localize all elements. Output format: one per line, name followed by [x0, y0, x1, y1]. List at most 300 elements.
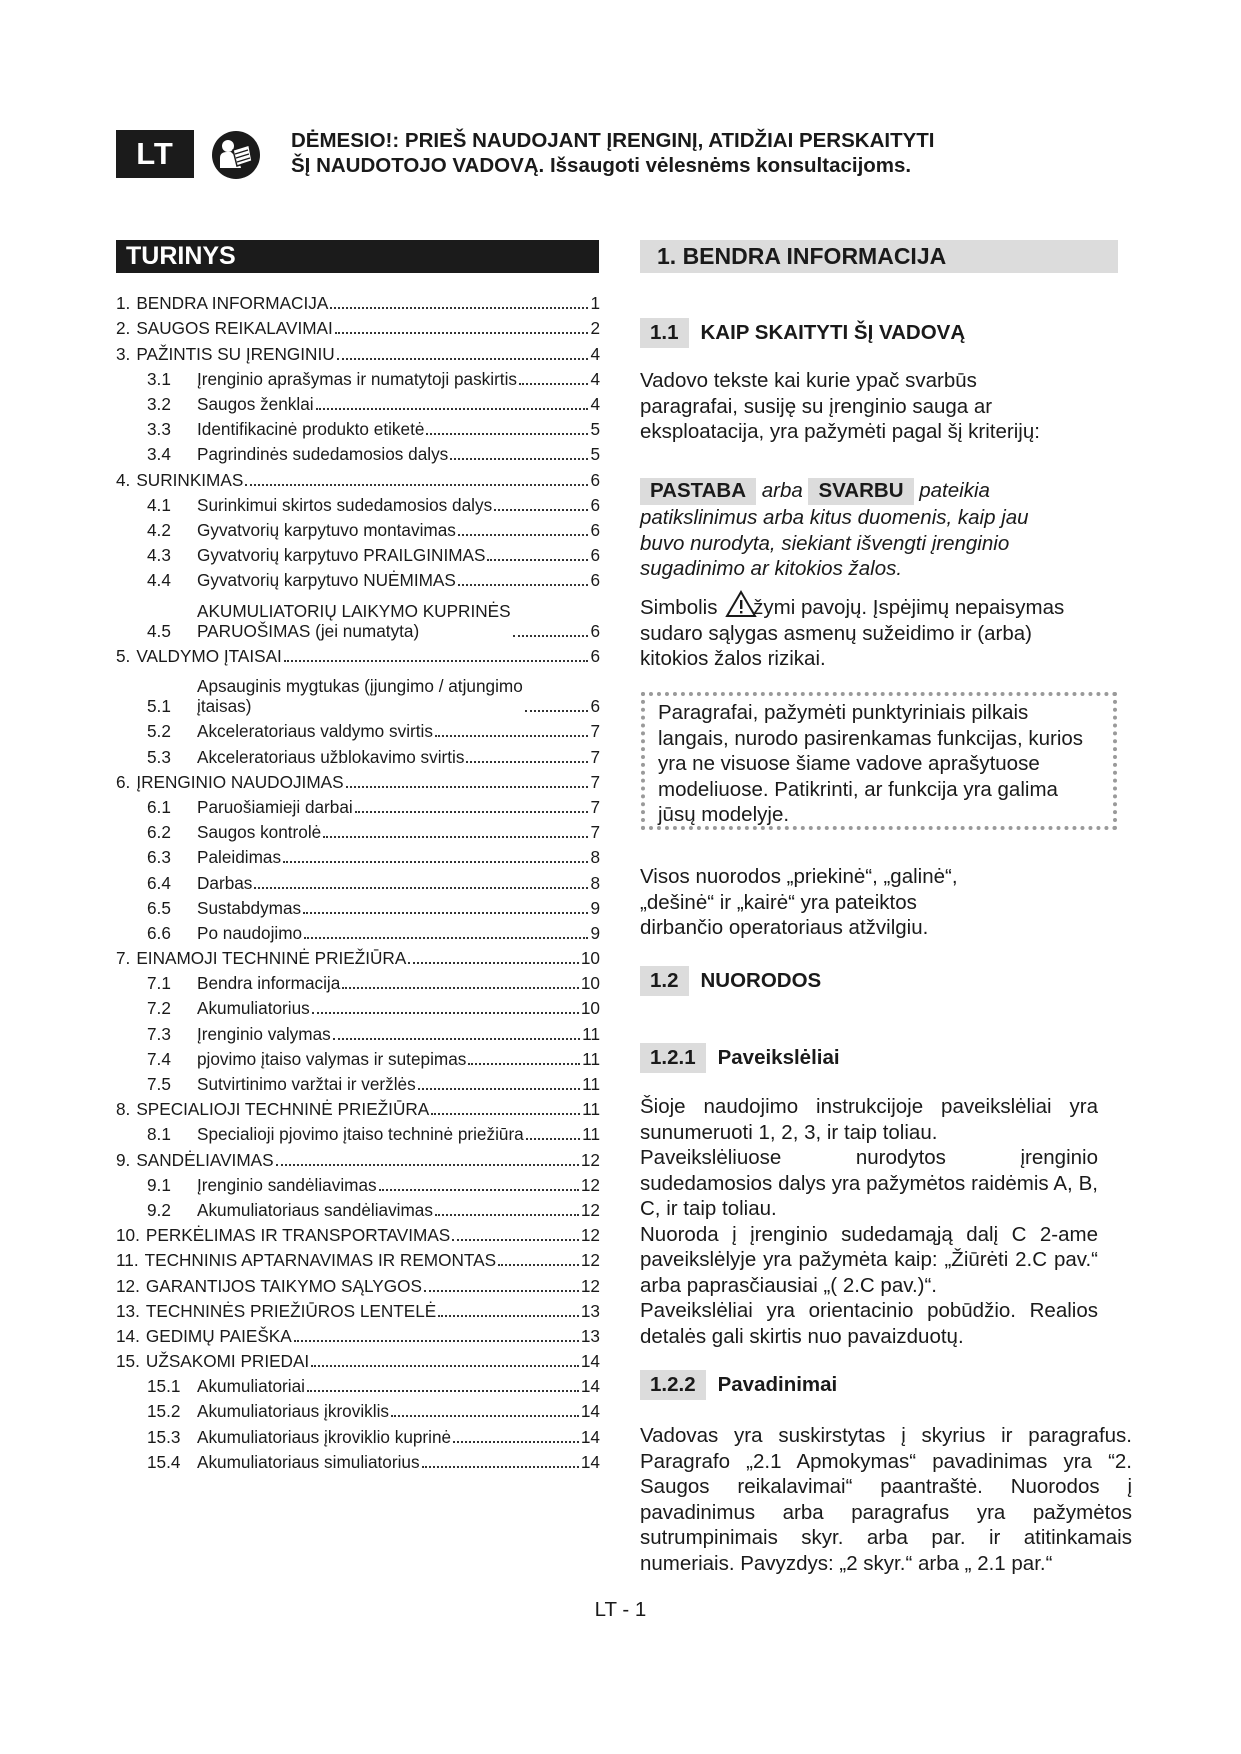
toc-leader-dots — [435, 1214, 579, 1216]
toc-entry-title — [197, 1427, 451, 1447]
subsection-number: 1.1 — [640, 318, 689, 348]
toc-entry-title — [197, 873, 252, 893]
toc-entry-title-text: BENDRA INFORMACIJA — [136, 293, 329, 314]
toc-entry[interactable] — [116, 893, 600, 918]
toc-entry-title-text: Gyvatvorių karpytuvo PRAILGINIMAS — [197, 545, 486, 566]
toc-entry-title-text: SANDĖLIAVIMAS — [136, 1149, 274, 1170]
toc-entry-number: 4.5 — [147, 620, 171, 641]
toc-entry-title — [197, 1175, 377, 1195]
toc-entry-title — [136, 1099, 429, 1119]
toc-leader-dots — [335, 332, 589, 334]
toc-entry-title-line1: Apsauginis mygtukas (įjungimo / atjungimo — [197, 676, 523, 697]
toc-entry-title-text: Akumuliatoriaus įkroviklio kuprinė — [197, 1426, 452, 1447]
toc-leader-dots — [311, 1365, 579, 1367]
toc-entry-title — [197, 369, 517, 389]
toc-entry-title — [197, 570, 456, 590]
toc-entry-number: 5.1 — [147, 696, 171, 717]
subsection-heading-1-2 — [640, 966, 821, 996]
toc-entry-number: 4.1 — [147, 494, 171, 515]
toc-entry-title — [197, 721, 433, 741]
toc-entry-title-text: pjovimo įtaiso valymas ir sutepimas — [197, 1048, 467, 1069]
toc-leader-dots — [245, 484, 588, 486]
safety-notice — [291, 128, 1091, 178]
toc-entry[interactable] — [116, 666, 600, 716]
toc-entry-page: 12 — [580, 1199, 600, 1220]
toc-entry-number: 6.4 — [147, 872, 171, 893]
toc-entry-page: 4 — [590, 393, 600, 414]
toc-entry-page: 7 — [590, 746, 600, 767]
toc-entry-title-text: įtaisas) — [197, 696, 252, 717]
toc-entry-page: 6 — [590, 469, 600, 490]
subsection-number: 1.2.1 — [640, 1043, 706, 1073]
toc-entry-number: 4. — [116, 469, 131, 490]
subsection-title: NUORODOS — [700, 969, 822, 992]
toc-entry-title — [136, 318, 332, 338]
toc-entry-title-text: Specialioji pjovimo įtaiso techninė priežiūra — [197, 1124, 524, 1145]
toc-entry[interactable] — [116, 1371, 600, 1396]
toc-entry-title — [136, 1150, 273, 1170]
subsection-number: 1.2 — [640, 966, 689, 996]
toc-entry[interactable] — [116, 1018, 600, 1043]
toc-leader-dots — [337, 358, 589, 360]
toc-entry-page: 6 — [590, 545, 600, 566]
toc-entry[interactable] — [116, 1195, 600, 1220]
toc-entry-title-text: Paleidimas — [197, 847, 282, 868]
toc-entry[interactable] — [116, 515, 600, 540]
toc-entry-number: 8.1 — [147, 1124, 171, 1145]
toc-entry-page: 6 — [590, 494, 600, 515]
toc-leader-dots — [513, 635, 589, 637]
toc-entry-page: 8 — [590, 872, 600, 893]
toc-entry-title — [197, 601, 511, 641]
toc-leader-dots — [355, 811, 589, 813]
toc-entry[interactable] — [116, 1044, 600, 1069]
paragraph-figures — [640, 1094, 1098, 1349]
toc-entry[interactable] — [116, 540, 600, 565]
toc-entry-number: 9.2 — [147, 1199, 171, 1220]
toc-entry-title-text: Įrenginio valymas — [197, 1023, 331, 1044]
toc-entry-number: 6.5 — [147, 897, 171, 918]
toc-entry-number: 3. — [116, 343, 131, 364]
toc-entry-number: 5.3 — [147, 746, 171, 767]
toc-entry-title-text: Sutvirtinimo varžtai ir veržlės — [197, 1074, 416, 1095]
toc-entry-title-text: UŽSAKOMI PRIEDAI — [145, 1351, 310, 1372]
toc-entry-title — [197, 998, 310, 1018]
toc-entry-title — [146, 1351, 309, 1371]
toc-entry-number: 4.2 — [147, 519, 171, 540]
toc-entry[interactable] — [116, 364, 600, 389]
toc-entry[interactable] — [116, 288, 600, 313]
subsection-number: 1.2.2 — [640, 1370, 706, 1400]
toc-leader-dots — [453, 1441, 579, 1443]
notice-line-1: DĖMESIO!: PRIEŠ NAUDOJANT ĮRENGINĮ, ATIDŽIAI PERSKAITYTI — [291, 129, 935, 152]
toc-entry-title — [136, 470, 243, 490]
toc-entry[interactable] — [116, 1170, 600, 1195]
toc-entry[interactable] — [116, 464, 600, 489]
toc-entry-page: 11 — [582, 1124, 600, 1145]
toc-entry-number: 1. — [116, 293, 131, 314]
table-of-contents — [116, 288, 600, 1472]
toc-leader-dots — [307, 1390, 579, 1392]
toc-entry-number: 3.3 — [147, 419, 171, 440]
toc-entry-number: 4.4 — [147, 570, 171, 591]
toc-entry-title-text: SURINKIMAS — [136, 469, 244, 490]
toc-entry[interactable] — [116, 993, 600, 1018]
toc-entry[interactable] — [116, 1144, 600, 1169]
toc-entry[interactable] — [116, 590, 600, 640]
optional-features-text: Paragrafai, pažymėti punktyriniais pilkais langais, nurodo pasirenkamas funkcijas, kurios yra ne visuose šiame vadove aprašytuose modeliuose. Patikrinti, ar funkcija yra galima jūsų modelyje. — [658, 701, 1084, 826]
toc-entry-number: 7. — [116, 948, 131, 969]
toc-entry[interactable] — [116, 1094, 600, 1119]
toc-entry-title-text: SAUGOS REIKALAVIMAI — [136, 318, 333, 339]
toc-entry-title-text: PARUOŠIMAS (jei numatyta) — [197, 620, 420, 641]
page-number: LT - 1 — [594, 1598, 647, 1621]
toc-entry[interactable] — [116, 1119, 600, 1144]
toc-leader-dots — [391, 1415, 579, 1417]
toc-entry-page: 14 — [580, 1376, 600, 1397]
toc-entry-number: 15. — [116, 1351, 140, 1372]
toc-entry[interactable] — [116, 1321, 600, 1346]
toc-entry-title — [197, 1200, 433, 1220]
toc-heading: TURINYS — [116, 240, 599, 273]
toc-entry-title — [197, 797, 353, 817]
toc-entry-title — [145, 1250, 496, 1270]
toc-entry-page: 6 — [590, 620, 600, 641]
toc-entry-title-text: Saugos kontrolė — [197, 822, 322, 843]
toc-entry-page: 10 — [580, 998, 600, 1019]
toc-entry[interactable] — [116, 968, 600, 993]
toc-leader-dots — [330, 307, 588, 309]
toc-entry-page: 13 — [580, 1300, 600, 1321]
toc-entry-page: 14 — [580, 1351, 600, 1372]
toc-entry-title — [136, 772, 343, 792]
toc-entry-title — [197, 495, 492, 515]
toc-leader-dots — [254, 887, 588, 889]
toc-entry-title-text: Akumuliatoriaus sandėliavimas — [197, 1199, 433, 1220]
toc-entry-number: 5.2 — [147, 721, 171, 742]
toc-entry-number: 9. — [116, 1149, 131, 1170]
toc-entry-title-text: Identifikacinė produkto etiketė — [197, 419, 425, 440]
tag-svarbu: SVARBU — [808, 478, 913, 505]
toc-entry-title-text: Sustabdymas — [197, 897, 302, 918]
toc-entry-page: 12 — [580, 1250, 600, 1271]
toc-entry-title — [197, 676, 523, 716]
toc-entry-title — [197, 444, 448, 464]
paragraph-criteria: Vadovo tekste kai kurie ypač svarbūs paragrafai, susiję su įrenginio sauga ar eksploatacija, yra pažymėti pagal šį kriterijų: — [640, 369, 1040, 443]
toc-entry-page: 12 — [580, 1275, 600, 1296]
toc-entry-title — [197, 1074, 416, 1094]
notice-line-2: ŠĮ NAUDOTOJO VADOVĄ. Išsaugoti vėlesnėms konsultacijoms. — [291, 154, 912, 177]
paragraph-note-important — [640, 478, 1060, 582]
toc-leader-dots — [408, 962, 579, 964]
toc-entry-page: 11 — [582, 1074, 600, 1095]
toc-leader-dots — [316, 408, 589, 410]
toc-entry[interactable] — [116, 1245, 600, 1270]
toc-entry-page: 11 — [582, 1099, 600, 1120]
toc-leader-dots — [458, 584, 589, 586]
toc-entry[interactable] — [116, 1069, 600, 1094]
toc-entry-title-text: PERKĖLIMAS IR TRANSPORTAVIMAS — [145, 1225, 451, 1246]
toc-entry-number: 6.6 — [147, 922, 171, 943]
toc-entry-title — [197, 419, 424, 439]
toc-entry[interactable] — [116, 741, 600, 766]
toc-entry[interactable] — [116, 1396, 600, 1421]
toc-entry-title — [197, 898, 301, 918]
toc-entry[interactable] — [116, 1346, 600, 1371]
toc-entry[interactable] — [116, 565, 600, 590]
toc-entry-number: 3.1 — [147, 368, 171, 389]
toc-entry[interactable] — [116, 792, 600, 817]
toc-leader-dots — [494, 509, 588, 511]
toc-leader-dots — [418, 1088, 580, 1090]
paragraph-symbol — [640, 590, 1080, 672]
section-heading: 1. BENDRA INFORMACIJA — [640, 240, 1118, 273]
toc-entry-title-text: Gyvatvorių karpytuvo montavimas — [197, 519, 456, 540]
word-arba: arba — [761, 479, 803, 502]
toc-entry-number: 9.1 — [147, 1174, 171, 1195]
toc-entry-title-text: Akumuliatorius — [197, 998, 310, 1019]
toc-entry-number: 7.1 — [147, 973, 171, 994]
toc-entry[interactable] — [116, 1447, 600, 1472]
toc-entry-number: 15.4 — [147, 1451, 181, 1472]
subsection-heading-1-2-2 — [640, 1370, 837, 1400]
toc-leader-dots — [333, 1038, 580, 1040]
toc-entry-page: 7 — [590, 796, 600, 817]
toc-entry-number: 5. — [116, 645, 131, 666]
toc-leader-dots — [426, 433, 588, 435]
toc-leader-dots — [498, 1264, 579, 1266]
toc-entry-number: 7.4 — [147, 1048, 171, 1069]
toc-entry[interactable] — [116, 1296, 600, 1321]
toc-entry-title-text: Įrenginio sandėliavimas — [197, 1174, 377, 1195]
toc-leader-dots — [431, 1113, 580, 1115]
toc-entry-page: 11 — [582, 1048, 600, 1069]
toc-entry-number: 15.2 — [147, 1401, 181, 1422]
toc-leader-dots — [468, 1063, 580, 1065]
toc-entry[interactable] — [116, 1270, 600, 1295]
toc-entry-title-text: Po naudojimo — [197, 922, 303, 943]
toc-entry-number: 6.2 — [147, 822, 171, 843]
toc-entry-title — [197, 1049, 466, 1069]
toc-entry-title — [197, 1376, 305, 1396]
toc-entry[interactable] — [116, 414, 600, 439]
toc-entry-page: 8 — [590, 847, 600, 868]
toc-entry-page: 7 — [590, 822, 600, 843]
toc-entry-title-text: Paruošiamieji darbai — [197, 796, 353, 817]
toc-leader-dots — [304, 937, 588, 939]
toc-entry-number: 15.3 — [147, 1426, 181, 1447]
toc-entry-title-text: Gyvatvorių karpytuvo NUĖMIMAS — [197, 570, 456, 591]
toc-entry-title-text: ĮRENGINIO NAUDOJIMAS — [136, 771, 344, 792]
toc-entry-title-text: Darbas — [197, 872, 253, 893]
toc-leader-dots — [303, 912, 588, 914]
toc-entry-number: 10. — [116, 1225, 140, 1246]
toc-entry-title — [197, 973, 340, 993]
toc-entry[interactable] — [116, 817, 600, 842]
toc-leader-dots — [276, 1164, 579, 1166]
toc-entry-number: 6. — [116, 771, 131, 792]
toc-leader-dots — [424, 1290, 579, 1292]
toc-entry-page: 5 — [590, 444, 600, 465]
toc-entry-title — [146, 1326, 292, 1346]
toc-entry-title — [197, 1024, 331, 1044]
toc-entry-page: 13 — [580, 1325, 600, 1346]
toc-entry[interactable] — [116, 490, 600, 515]
toc-leader-dots — [283, 861, 588, 863]
toc-entry[interactable] — [116, 716, 600, 741]
toc-entry-page: 12 — [580, 1149, 600, 1170]
toc-entry-page: 9 — [590, 922, 600, 943]
toc-entry-title-text: Akceleratoriaus užblokavimo svirtis — [197, 746, 465, 767]
toc-leader-dots — [519, 383, 588, 385]
toc-entry-title — [136, 344, 334, 364]
toc-entry[interactable] — [116, 918, 600, 943]
toc-entry-number: 13. — [116, 1300, 140, 1321]
toc-entry[interactable] — [116, 641, 600, 666]
toc-entry-title-text: GEDIMŲ PAIEŠKA — [145, 1325, 292, 1346]
toc-entry-title-text: Surinkimui skirtos sudedamosios dalys — [197, 494, 493, 515]
toc-entry-number: 15.1 — [147, 1376, 181, 1397]
read-manual-icon — [211, 130, 261, 180]
toc-entry-page: 14 — [580, 1451, 600, 1472]
toc-entry-title — [136, 293, 328, 313]
toc-entry-number: 3.4 — [147, 444, 171, 465]
toc-entry-number: 12. — [116, 1275, 140, 1296]
toc-entry-title-text: Įrenginio aprašymas ir numatytoji paskirtis — [197, 368, 517, 389]
toc-entry-title — [197, 394, 314, 414]
toc-leader-dots — [312, 1012, 579, 1014]
toc-entry-page: 1 — [590, 293, 600, 314]
toc-leader-dots — [458, 534, 589, 536]
subsection-heading-1-2-1 — [640, 1043, 840, 1073]
toc-leader-dots — [452, 1239, 579, 1241]
toc-entry-title — [197, 923, 302, 943]
toc-entry[interactable] — [116, 767, 600, 792]
toc-entry[interactable] — [116, 313, 600, 338]
toc-entry-page: 14 — [580, 1401, 600, 1422]
toc-leader-dots — [466, 761, 588, 763]
toc-entry-page: 6 — [590, 519, 600, 540]
toc-leader-dots — [525, 710, 589, 712]
toc-entry-title-text: Saugos ženklai — [197, 393, 314, 414]
toc-leader-dots — [422, 1466, 579, 1468]
toc-entry-title-text: Akceleratoriaus valdymo svirtis — [197, 721, 433, 742]
toc-entry-number: 6.1 — [147, 796, 171, 817]
subsection-title: KAIP SKAITYTI ŠĮ VADOVĄ — [700, 321, 966, 344]
toc-entry-title — [197, 847, 281, 867]
toc-entry[interactable] — [116, 389, 600, 414]
toc-entry-page: 6 — [590, 570, 600, 591]
toc-entry-title-text: Akumuliatoriaus simuliatorius — [197, 1451, 420, 1472]
tag-pastaba: PASTABA — [640, 478, 756, 505]
toc-entry-page: 7 — [590, 721, 600, 742]
toc-leader-dots — [435, 735, 589, 737]
toc-entry-number: 11. — [116, 1250, 139, 1271]
toc-entry[interactable] — [116, 943, 600, 968]
toc-entry[interactable] — [116, 439, 600, 464]
toc-entry-title — [197, 520, 456, 540]
toc-leader-dots — [323, 836, 588, 838]
paragraph-titles: Vadovas yra suskirstytas į skyrius ir paragrafus. Paragrafo „2.1 Apmokymas“ pavadinimas yra “2. Saugos reikalavimai“ paantraštė. Nuorodos į pavadinimus arba paragrafus yra pažymėtos sutrumpinimais skyr. arba par. ir atitinkamais numeriais. Pavyzdys: „2 skyr.“ arba „ 2.1 par.“ — [640, 1424, 1132, 1575]
toc-entry-title-text: Akumuliatoriaus įkroviklis — [197, 1401, 389, 1422]
toc-leader-dots — [438, 1315, 579, 1317]
toc-entry-number: 7.5 — [147, 1074, 171, 1095]
toc-entry[interactable] — [116, 1421, 600, 1446]
toc-entry-title-text: SPECIALIOJI TECHNINĖ PRIEŽIŪRA — [136, 1099, 430, 1120]
toc-entry-title-text: Akumuliatoriai — [197, 1376, 305, 1397]
toc-entry[interactable] — [116, 842, 600, 867]
toc-entry-page: 9 — [590, 897, 600, 918]
paragraph-directions: Visos nuorodos „priekinė“, „galinė“, „dešinė“ ir „kairė“ yra pateiktos dirbančio operatoriaus atžvilgiu. — [640, 865, 958, 939]
toc-entry-title-text: Pagrindinės sudedamosios dalys — [197, 444, 449, 465]
toc-entry-title-text: TECHNINIS APTARNAVIMAS IR REMONTAS — [144, 1250, 497, 1271]
toc-entry-number: 3.2 — [147, 393, 171, 414]
toc-entry[interactable] — [116, 1220, 600, 1245]
toc-leader-dots — [450, 458, 588, 460]
toc-entry-title-line1: AKUMULIATORIŲ LAIKYMO KUPRINĖS — [197, 600, 511, 621]
figures-numbering: Šioje naudojimo instrukcijoje paveikslėliai yra sunumeruoti 1, 2, 3, ir taip toliau. — [640, 1095, 1098, 1144]
toc-entry-title — [146, 1276, 422, 1296]
toc-entry-title-text: PAŽINTIS SU ĮRENGINIU — [136, 343, 335, 364]
toc-entry-page: 10 — [580, 948, 600, 969]
toc-entry-page: 5 — [590, 419, 600, 440]
toc-entry-title — [197, 747, 464, 767]
toc-entry-number: 14. — [116, 1325, 140, 1346]
toc-entry-title — [197, 545, 485, 565]
toc-entry-title-text: GARANTIJOS TAIKYMO SĄLYGOS — [145, 1275, 422, 1296]
toc-leader-dots — [342, 987, 579, 989]
toc-leader-dots — [346, 786, 589, 788]
toc-entry-number: 8. — [116, 1099, 131, 1120]
toc-entry-page: 2 — [590, 318, 600, 339]
toc-entry-number: 4.3 — [147, 545, 171, 566]
toc-entry-page: 7 — [590, 771, 600, 792]
toc-entry-page: 10 — [580, 973, 600, 994]
toc-entry-title — [197, 822, 321, 842]
figures-disclaimer: Paveikslėliai yra orientacinio pobūdžio. Realios detalės gali skirtis nuo pavaizduotų. — [640, 1299, 1098, 1348]
toc-leader-dots — [379, 1189, 579, 1191]
toc-entry-number: 6.3 — [147, 847, 171, 868]
toc-entry-title — [136, 948, 406, 968]
toc-entry-number: 2. — [116, 318, 131, 339]
toc-entry-title-text: VALDYMO ĮTAISAI — [136, 645, 282, 666]
toc-entry-title-text: EINAMOJI TECHNINĖ PRIEŽIŪRA — [136, 948, 407, 969]
subsection-title: Pavadinimai — [717, 1373, 838, 1396]
toc-entry-page: 6 — [590, 645, 600, 666]
toc-entry-title-text: TECHNINĖS PRIEŽIŪROS LENTELĖ — [145, 1300, 437, 1321]
toc-entry-title — [197, 1401, 389, 1421]
toc-entry[interactable] — [116, 867, 600, 892]
language-badge: LT — [116, 130, 194, 178]
toc-entry-title — [136, 646, 282, 666]
toc-leader-dots — [526, 1138, 580, 1140]
figures-parts: Paveikslėliuose nurodytos įrenginio sudedamosios dalys yra pažymėtos raidėmis A, B, C, ir taip toliau. — [640, 1146, 1098, 1220]
toc-entry-page: 12 — [580, 1174, 600, 1195]
toc-entry[interactable] — [116, 338, 600, 363]
toc-entry-number: 7.3 — [147, 1023, 171, 1044]
toc-entry-page: 4 — [590, 368, 600, 389]
toc-entry-page: 12 — [580, 1225, 600, 1246]
toc-entry-number: 7.2 — [147, 998, 171, 1019]
symbol-text-rest: žymi pavojų. Įspėjimų nepaisymas sudaro sąlygas asmenų sužeidimo ir (arba) kitokios žalos rizikai. — [640, 596, 1065, 670]
toc-entry-page: 6 — [590, 696, 600, 717]
toc-leader-dots — [487, 559, 588, 561]
symbol-text-start: Simbolis — [640, 596, 718, 619]
toc-entry-page: 14 — [580, 1426, 600, 1447]
toc-entry-title — [146, 1225, 450, 1245]
toc-leader-dots — [294, 1340, 579, 1342]
toc-entry-title — [197, 1124, 524, 1144]
